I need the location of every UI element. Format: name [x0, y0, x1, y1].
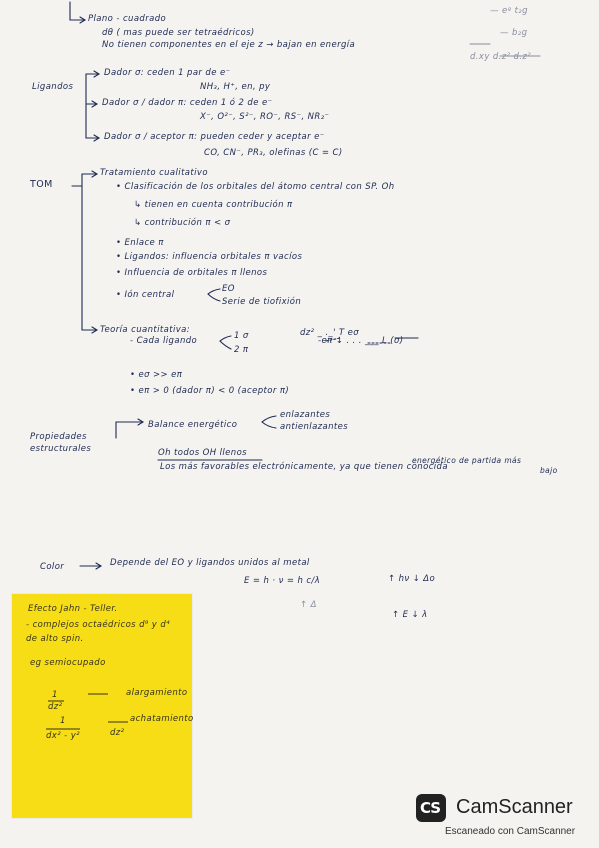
- scanned-with-text: Escaneado con CamScanner: [445, 826, 576, 837]
- cuant-sigma: 1 σ: [234, 331, 249, 341]
- cual-bullet-4: • Influencia de orbitales π llenos: [116, 268, 268, 278]
- ligandos-label: Ligandos: [32, 82, 74, 92]
- ligando-item-3: Dador σ / aceptor π: pueden ceder y aceptar e⁻: [104, 132, 325, 142]
- frac-1-den: dz²: [48, 702, 63, 712]
- cual-bullet-2: • Enlace π: [116, 238, 164, 248]
- cuantitativa-header: Teoría cuantitativa:: [100, 325, 191, 335]
- cuant-bullet-1: - Cada ligando: [130, 336, 198, 346]
- tratamiento-header: Tratamiento cualitativo: [100, 168, 208, 178]
- logo-text: CS: [420, 799, 441, 817]
- tom-label: TOM: [30, 179, 53, 190]
- plano-line: Plano - cuadrado: [88, 14, 167, 24]
- balance-energetico: Balance energético: [148, 420, 238, 430]
- note-line-a: dθ ( mas puede ser tetraédricos): [102, 28, 255, 38]
- ligando-item-3-examples: CO, CN⁻, PR₃, olefinas (C = C): [204, 148, 343, 158]
- eg-semiocupado: eg semiocupado: [30, 658, 106, 668]
- orbital-diagram-1: dz² _ ._' T eσ: [300, 328, 360, 338]
- ion-central-eo: EO: [222, 284, 235, 294]
- cual-bullet-1-sub-2: ↳ contribución π < σ: [134, 218, 231, 228]
- camscanner-brand: CamScanner: [456, 796, 573, 818]
- color-label: Color: [40, 562, 65, 572]
- oh-line-4: bajo: [540, 466, 558, 475]
- color-right-1: ↑ hν ↓ Δo: [388, 574, 436, 584]
- jahn-teller-line-2: de alto spin.: [26, 634, 84, 644]
- oh-line: Oh todos OH llenos: [158, 448, 247, 458]
- oh-line-2: Los más favorables electrónicamente, ya que tienen conocida: [160, 462, 448, 472]
- note-line-b: No tienen componentes en el eje z → bajan en energía: [102, 40, 356, 50]
- ligando-item-1-examples: NH₃, H⁺, en, py: [200, 82, 271, 92]
- frac-1-num: 1: [52, 690, 58, 700]
- margin-note-1: — eᵍ t₂g: [490, 6, 528, 16]
- balance-antienlazantes: antienlazantes: [280, 422, 349, 432]
- cuant-bullet-2: • eσ >> eπ: [130, 370, 183, 380]
- color-text: Depende del EO y ligandos unidos al metal: [110, 558, 310, 568]
- cuant-pi: 2 π: [234, 345, 249, 355]
- margin-note-3: d.xy d.z² d.z²: [470, 52, 532, 62]
- ligando-item-1: Dador σ: ceden 1 par de e⁻: [104, 68, 231, 78]
- alargamiento-label: alargamiento: [126, 688, 188, 698]
- propiedades-label-1: Propiedades: [30, 432, 87, 442]
- color-mid: ↑ Δ: [300, 600, 317, 610]
- frac-2-num: 1: [60, 716, 66, 726]
- jahn-teller-line-1: - complejos octaédricos d⁹ y d⁴: [26, 620, 170, 630]
- ligando-item-2: Dador σ / dador π: ceden 1 ó 2 de e⁻: [102, 98, 273, 108]
- sticky-note: [12, 594, 192, 818]
- frac-2-den: dx² - y²: [46, 731, 80, 741]
- cual-bullet-5: • Ión central: [116, 290, 175, 300]
- cual-bullet-3: • Ligandos: influencia orbitales π vacíos: [116, 252, 303, 262]
- jahn-teller-title: Efecto Jahn - Teller.: [28, 604, 118, 614]
- frac-2-right: dz²: [110, 728, 125, 738]
- cuant-bullet-3: • eπ > 0 (dador π) < 0 (aceptor π): [130, 386, 290, 396]
- ligando-item-2-examples: X⁻, O²⁻, S²⁻, RO⁻, RS⁻, NR₂⁻: [200, 112, 330, 122]
- ion-central-serie: Serie de tiofixión: [222, 297, 302, 307]
- oh-line-3: energético de partida más: [412, 456, 522, 465]
- cual-bullet-1-sub-1: ↳ tienen en cuenta contribución π: [134, 200, 293, 210]
- balance-enlazantes: enlazantes: [280, 410, 331, 420]
- margin-note-2: — b₂g: [500, 28, 528, 38]
- energy-formula: E = h · ν = h c/λ: [244, 576, 321, 586]
- cual-bullet-1: • Clasificación de los orbitales del átomo central con SP. Oh: [116, 182, 395, 192]
- orbital-diagram-2: -eπ ↓ . . . ___ L (σ): [318, 336, 404, 346]
- achatamiento-label: achatamiento: [130, 714, 194, 724]
- propiedades-label-2: estructurales: [30, 444, 92, 454]
- camscanner-logo: [416, 794, 446, 822]
- color-right-2: ↑ E ↓ λ: [392, 610, 428, 620]
